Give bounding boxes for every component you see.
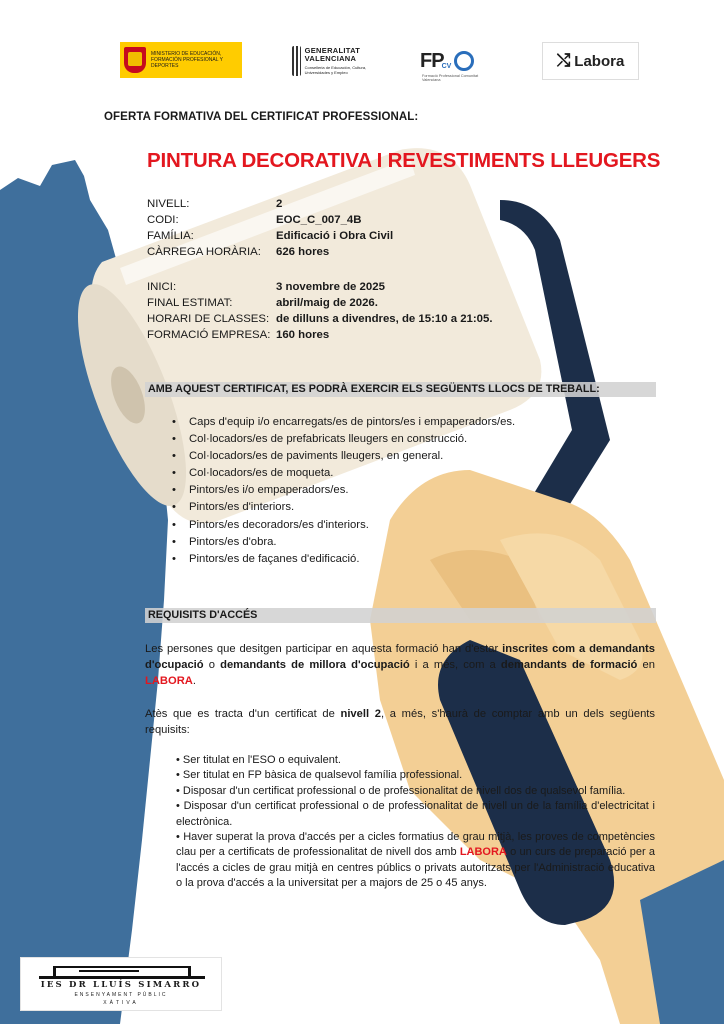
requirements-heading-bar: REQUISITS D'ACCÉS	[145, 608, 656, 623]
info-value: abril/maig de 2026.	[276, 297, 378, 309]
labora-highlight: LABORA	[145, 675, 193, 687]
list-item: • Pintors/es i/o empaperadors/es.	[172, 482, 515, 499]
list-item: • Ser titulat en FP bàsica de qualsevol família professional.	[176, 769, 463, 782]
text-run: en	[637, 659, 655, 671]
gva-logo-name: GENERALITAT VALENCIANA	[304, 46, 361, 63]
gva-emblem-icon	[292, 46, 301, 76]
info-value: de dilluns a divendres, de 15:10 a 21:05.	[276, 313, 493, 325]
text-bold: inscrites com a demandants d'ocupació	[145, 643, 655, 671]
info-row-schedule	[147, 311, 493, 327]
info-label: INICI:	[147, 281, 177, 293]
labora-logo	[542, 42, 639, 80]
text-bold: demandants de millora d'ocupació	[220, 659, 410, 671]
info-row-code	[147, 212, 393, 228]
ministerio-logo	[120, 42, 242, 78]
list-item: • Col·locadors/es de moqueta.	[172, 465, 515, 482]
text-run: o	[203, 659, 221, 671]
text-run: , a més, s'haurà de comptar amb un dels següents requisits:	[145, 708, 655, 736]
info-row-end	[147, 295, 493, 311]
text-run: i a més, com a	[409, 659, 501, 671]
access-paragraph	[145, 641, 655, 689]
list-item	[176, 830, 655, 892]
school-subtitle: ENSENYAMENT PÚBLIC	[74, 992, 168, 998]
fpcv-ring-icon	[454, 51, 474, 71]
text-run: o un curs de preparació per a l'accés a cicles de grau mitjà en centres públics o privats autoritzats per l'Administració educativa o la prova d'accés a la universitat per a majors de 25 o 45 anys.	[176, 846, 655, 890]
info-row-company-training	[147, 327, 493, 343]
info-value: 626 hores	[276, 246, 330, 258]
gva-logo	[292, 42, 372, 80]
info-value: 3 novembre de 2025	[276, 281, 385, 293]
list-item: • Caps d'equip i/o encarregats/es de pintors/es i empaperadors/es.	[172, 414, 515, 431]
fpcv-logo-cv: CV	[441, 62, 452, 70]
requirements-list	[176, 753, 655, 892]
labora-logo-text: Labora	[574, 52, 625, 70]
schedule-info-block	[147, 279, 493, 343]
offer-heading: OFERTA FORMATIVA DEL CERTIFICAT PROFESSIONAL:	[104, 111, 419, 123]
school-building-icon	[39, 964, 205, 980]
info-label: FINAL ESTIMAT:	[147, 297, 233, 309]
spain-coat-of-arms-icon	[124, 47, 146, 73]
list-item: • Ser titulat en l'ESO o equivalent.	[176, 754, 341, 766]
list-item: • Disposar d'un certificat professional o de professionalitat de nivell un de la família d'electricitat i electrònica.	[176, 800, 655, 828]
fpcv-logo	[420, 42, 482, 80]
jobs-list	[172, 414, 515, 568]
info-label: CÀRREGA HORÀRIA:	[147, 246, 261, 258]
info-label: HORARI DE CLASSES:	[147, 313, 270, 325]
labora-mark-icon: ⤭	[556, 51, 571, 70]
fpcv-logo-main: FP	[420, 49, 444, 72]
text-run: Atès que es tracta d'un certificat de	[145, 708, 341, 720]
jobs-heading-bar: AMB AQUEST CERTIFICAT, ES PODRÀ EXERCIR ELS SEGÜENTS LLOCS DE TREBALL:	[145, 382, 656, 397]
info-row-level	[147, 196, 393, 212]
text-bold: demandants de formació	[500, 659, 638, 671]
ministerio-logo-text: MINISTERIO DE EDUCACIÓN, FORMACIÓN PROFESIONAL Y DEPORTES	[151, 51, 223, 69]
info-row-start	[147, 279, 493, 295]
school-town: XÀTIVA	[103, 1000, 139, 1006]
text-run: .	[192, 675, 196, 687]
course-title: PINTURA DECORATIVA I REVESTIMENTS LLEUGERS	[147, 149, 661, 172]
list-item: • Pintors/es d'obra.	[172, 534, 515, 551]
list-item: • Pintors/es decoradors/es d'interiors.	[172, 517, 515, 534]
gva-logo-sub: Conselleria de Educación, Cultura, Universidades y Empleo	[304, 65, 367, 75]
text-run: • Haver superat la prova d'accés per a cicles formatius de grau mitjà, les proves de competències clau per a certificats de professionalitat de nivell dos amb	[176, 831, 655, 859]
list-item: • Disposar d'un certificat professional o de professionalitat de nivell dos de qualsevol família.	[176, 784, 626, 797]
info-value: 2	[276, 198, 283, 210]
list-item: • Pintors/es de façanes d'edificació.	[172, 551, 515, 568]
fpcv-logo-sub: Formació Professional Comunitat Valenciana	[422, 74, 479, 82]
list-item: • Col·locadors/es de prefabricats lleugers en construcció.	[172, 431, 515, 448]
course-info-block	[147, 196, 393, 260]
school-name: IES DR LLUÍS SIMARRO	[40, 980, 202, 990]
info-label: FORMACIÓ EMPRESA:	[147, 329, 271, 341]
info-row-hours	[147, 244, 393, 260]
level-paragraph	[145, 706, 655, 738]
info-label: CODI:	[147, 214, 179, 226]
labora-highlight: LABORA	[459, 846, 507, 859]
info-label: FAMÍLIA:	[147, 230, 194, 242]
list-item: • Col·locadors/es de paviments lleugers, en general.	[172, 448, 515, 465]
list-item: • Pintors/es d'interiors.	[172, 499, 515, 516]
info-row-family	[147, 228, 393, 244]
info-value: 160 hores	[276, 329, 330, 341]
info-value: EOC_C_007_4B	[276, 214, 362, 226]
info-label: NIVELL:	[147, 198, 190, 210]
info-value: Edificació i Obra Civil	[276, 230, 394, 242]
text-bold: nivell 2	[340, 708, 381, 720]
text-run: Les persones que desitgen participar en aquesta formació han d'estar	[145, 643, 503, 655]
school-logo	[20, 957, 222, 1011]
